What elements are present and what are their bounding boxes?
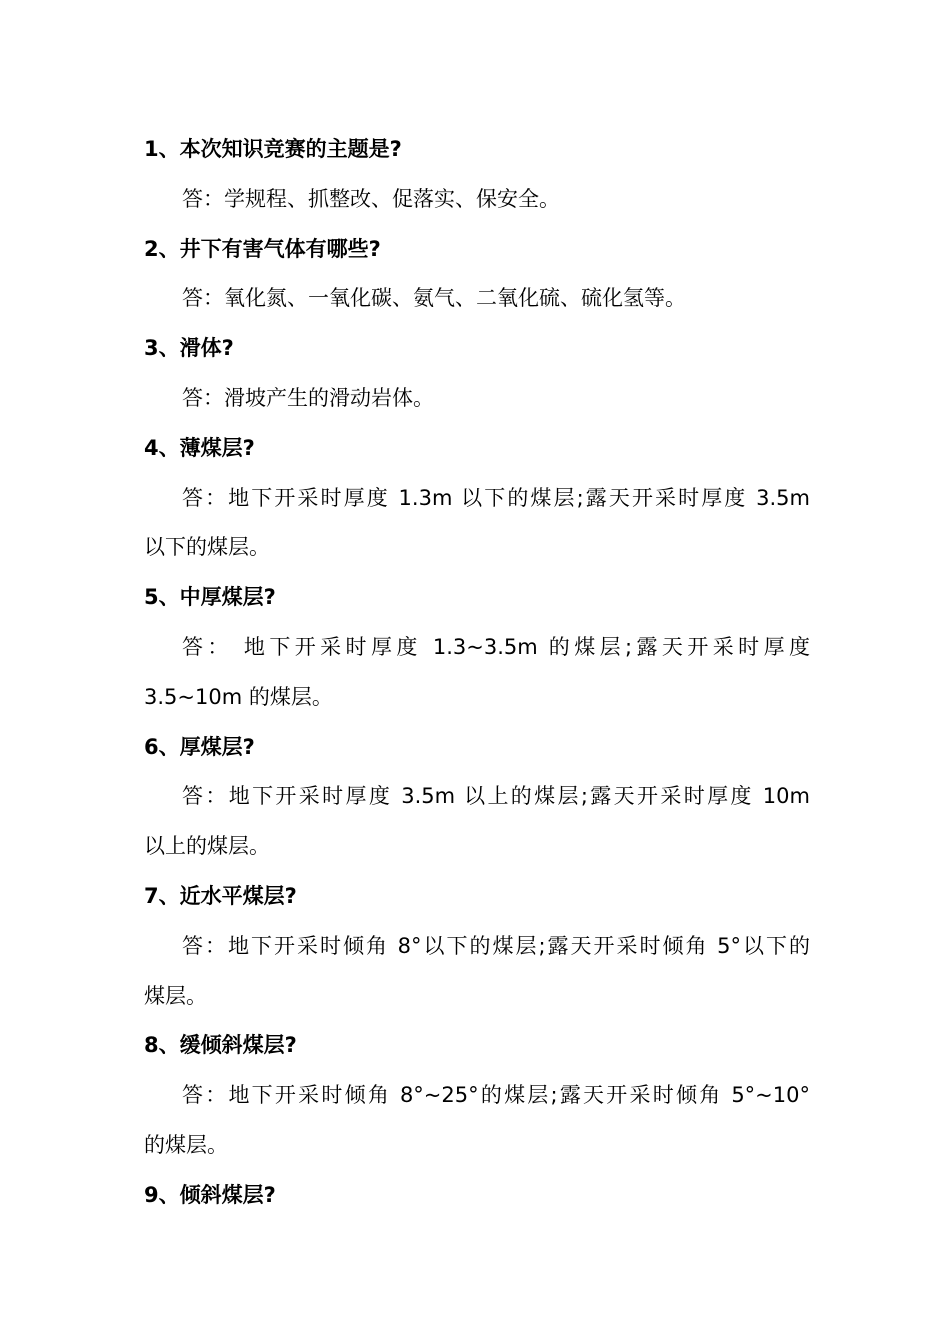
question-7: 7、近水平煤层? (144, 883, 297, 908)
answer-6-line-1: 答：地下开采时厚度 3.5m 以上的煤层;露天开采时厚度 10m (182, 784, 810, 809)
answer-1-line-1: 答：学规程、抓整改、促落实、保安全。 (182, 186, 560, 211)
question-3: 3、滑体? (144, 336, 234, 361)
question-9: 9、倾斜煤层? (144, 1182, 276, 1207)
answer-4-line-1: 答：地下开采时厚度 1.3m 以下的煤层;露天开采时厚度 3.5m (182, 485, 810, 510)
question-4: 4、薄煤层? (144, 435, 255, 460)
answer-7-line-1: 答：地下开采时倾角 8°以下的煤层;露天开采时倾角 5°以下的 (182, 933, 810, 958)
question-2: 2、井下有害气体有哪些? (144, 236, 381, 261)
question-6: 6、厚煤层? (144, 734, 255, 759)
answer-8-line-2: 的煤层。 (144, 1132, 228, 1157)
question-5: 5、中厚煤层? (144, 585, 276, 610)
question-8: 8、缓倾斜煤层? (144, 1033, 297, 1058)
answer-5-line-1: 答： 地下开采时厚度 1.3~3.5m 的煤层;露天开采时厚度 (182, 634, 810, 659)
answer-7-line-2: 煤层。 (144, 983, 207, 1008)
answer-3-line-1: 答：滑坡产生的滑动岩体。 (182, 385, 434, 410)
question-1: 1、本次知识竞赛的主题是? (144, 137, 402, 161)
answer-8-line-1: 答：地下开采时倾角 8°~25°的煤层;露天开采时倾角 5°~10° (182, 1083, 810, 1108)
answer-4-line-2: 以下的煤层。 (144, 535, 270, 560)
qa-list (144, 125, 810, 1221)
answer-5-line-2: 3.5~10m 的煤层。 (144, 684, 333, 709)
answer-6-line-2: 以上的煤层。 (144, 834, 270, 859)
answer-2-line-1: 答：氧化氮、一氧化碳、氨气、二氧化硫、硫化氢等。 (182, 286, 686, 311)
